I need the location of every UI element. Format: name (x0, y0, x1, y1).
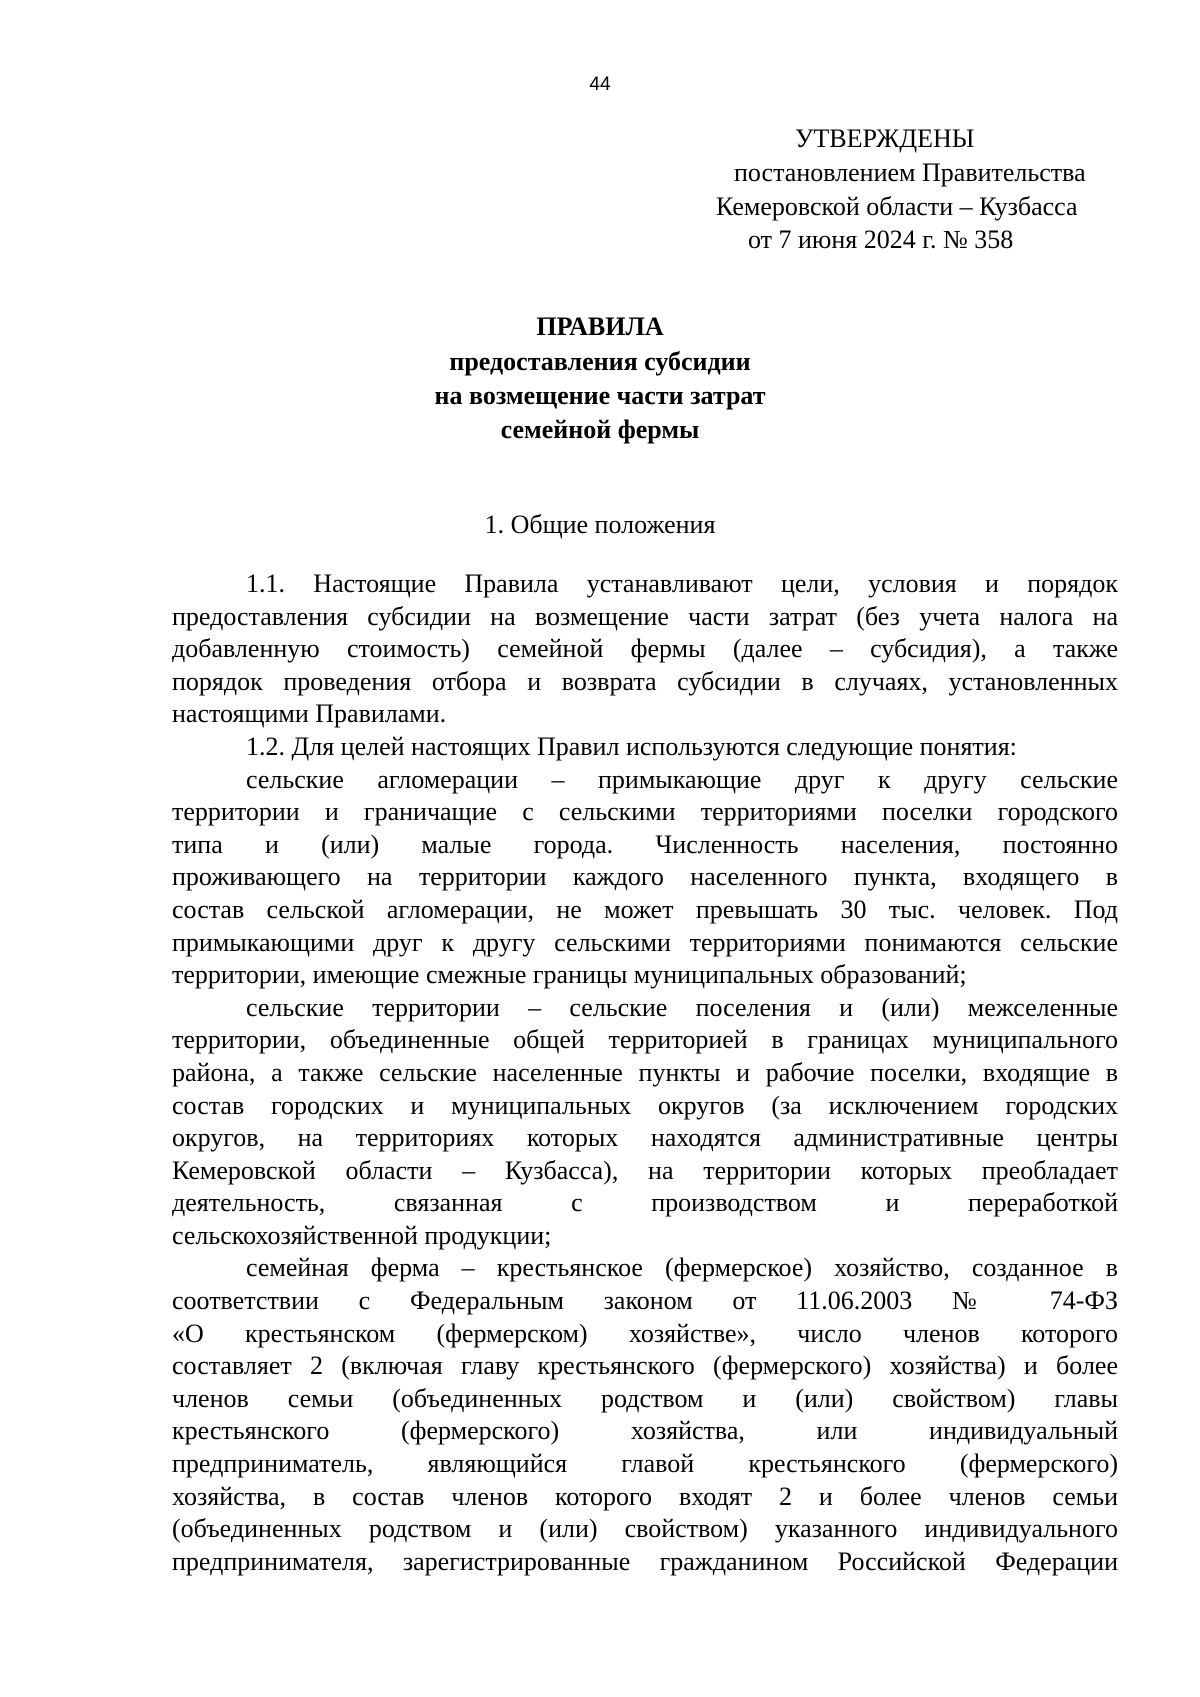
body-line: семейная ферма – крестьянское (фермерское) хозяйство, созданное в (246, 1253, 1118, 1283)
title-line-2: предоставления субсидии (449, 347, 751, 376)
body-line: «О крестьянском (фермерском) хозяйстве», число членов которого (172, 1318, 1118, 1348)
body-line: состав городских и муниципальных округов (за исключением городских (172, 1090, 1118, 1120)
body-line: района, а также сельские населенные пункты и рабочие поселки, входящие в (172, 1057, 1118, 1087)
body-line: порядок проведения отбора и возврата субсидии в случаях, установленных (172, 666, 1118, 696)
title-line-4: семейной фермы (500, 415, 700, 444)
body-line: округов, на территориях которых находятся административные центры (172, 1123, 1118, 1153)
body-line: сельскохозяйственной продукции; (172, 1220, 552, 1250)
body-line: сельские территории – сельские поселения и (или) межселенные (246, 992, 1118, 1022)
body-line: крестьянского (фермерского) хозяйства, или индивидуальный (172, 1416, 1118, 1446)
body-line: типа и (или) малые города. Численность населения, постоянно (172, 829, 1118, 859)
body-line: добавленную стоимость) семейной фермы (далее – субсидия), а также (172, 634, 1118, 664)
body-line: территории, объединенные общей территорией в границах муниципального (172, 1025, 1118, 1055)
section-heading: 1. Общие положения (484, 510, 716, 539)
body-line: 1.1. Настоящие Правила устанавливают цели, условия и порядок (246, 569, 1118, 598)
body-line: состав сельской агломерации, не может превышать 30 тыс. человек. Под (172, 894, 1118, 924)
body-line: сельские агломерации – примыкающие друг к другу сельские (246, 764, 1118, 794)
approval-line-1: постановлением Правительства (734, 158, 1086, 187)
body-text (172, 568, 1118, 1578)
body-line: предоставления субсидии на возмещение части затрат (без учета налога на (172, 601, 1118, 631)
title-line-1: ПРАВИЛА (536, 312, 664, 341)
body-line: территории и граничащие с сельскими территориями поселки городского (172, 797, 1118, 827)
body-line: настоящими Правилами. (172, 699, 447, 729)
body-line: членов семьи (объединенных родством и (или) свойством) главы (172, 1383, 1118, 1413)
page-number: 44 (589, 74, 611, 95)
approval-line-3: от 7 июня 2024 г. № 358 (748, 225, 1014, 254)
body-line: примыкающими друг к другу сельскими территориями понимаются сельские (172, 927, 1118, 957)
body-line: хозяйства, в состав членов которого входят 2 и более членов семьи (172, 1481, 1118, 1511)
body-line: Кемеровской области – Кузбасса), на территории которых преобладает (172, 1155, 1118, 1185)
body-line: 1.2. Для целей настоящих Правил используются следующие понятия: (246, 731, 1017, 761)
body-line: территории, имеющие смежные границы муниципальных образований; (172, 960, 967, 990)
approval-line-2: Кемеровской области – Кузбасса (716, 192, 1078, 221)
body-line: составляет 2 (включая главу крестьянского (фермерского) хозяйства) и более (172, 1351, 1118, 1381)
approval-heading: УТВЕРЖДЕНЫ (795, 124, 975, 153)
body-line: (объединенных родством и (или) свойством) указанного индивидуального (172, 1514, 1118, 1544)
body-line: предпринимателя, зарегистрированные гражданином Российской Федерации (172, 1546, 1118, 1576)
body-line: деятельность, связанная с производством и переработкой (172, 1188, 1118, 1218)
body-line: проживающего на территории каждого населенного пункта, входящего в (172, 862, 1118, 892)
body-line: соответствии с Федеральным законом от 11.06.2003 № 74-ФЗ (172, 1286, 1118, 1316)
body-line: предприниматель, являющийся главой крестьянского (фермерского) (172, 1449, 1118, 1479)
title-line-3: на возмещение части затрат (434, 381, 766, 410)
